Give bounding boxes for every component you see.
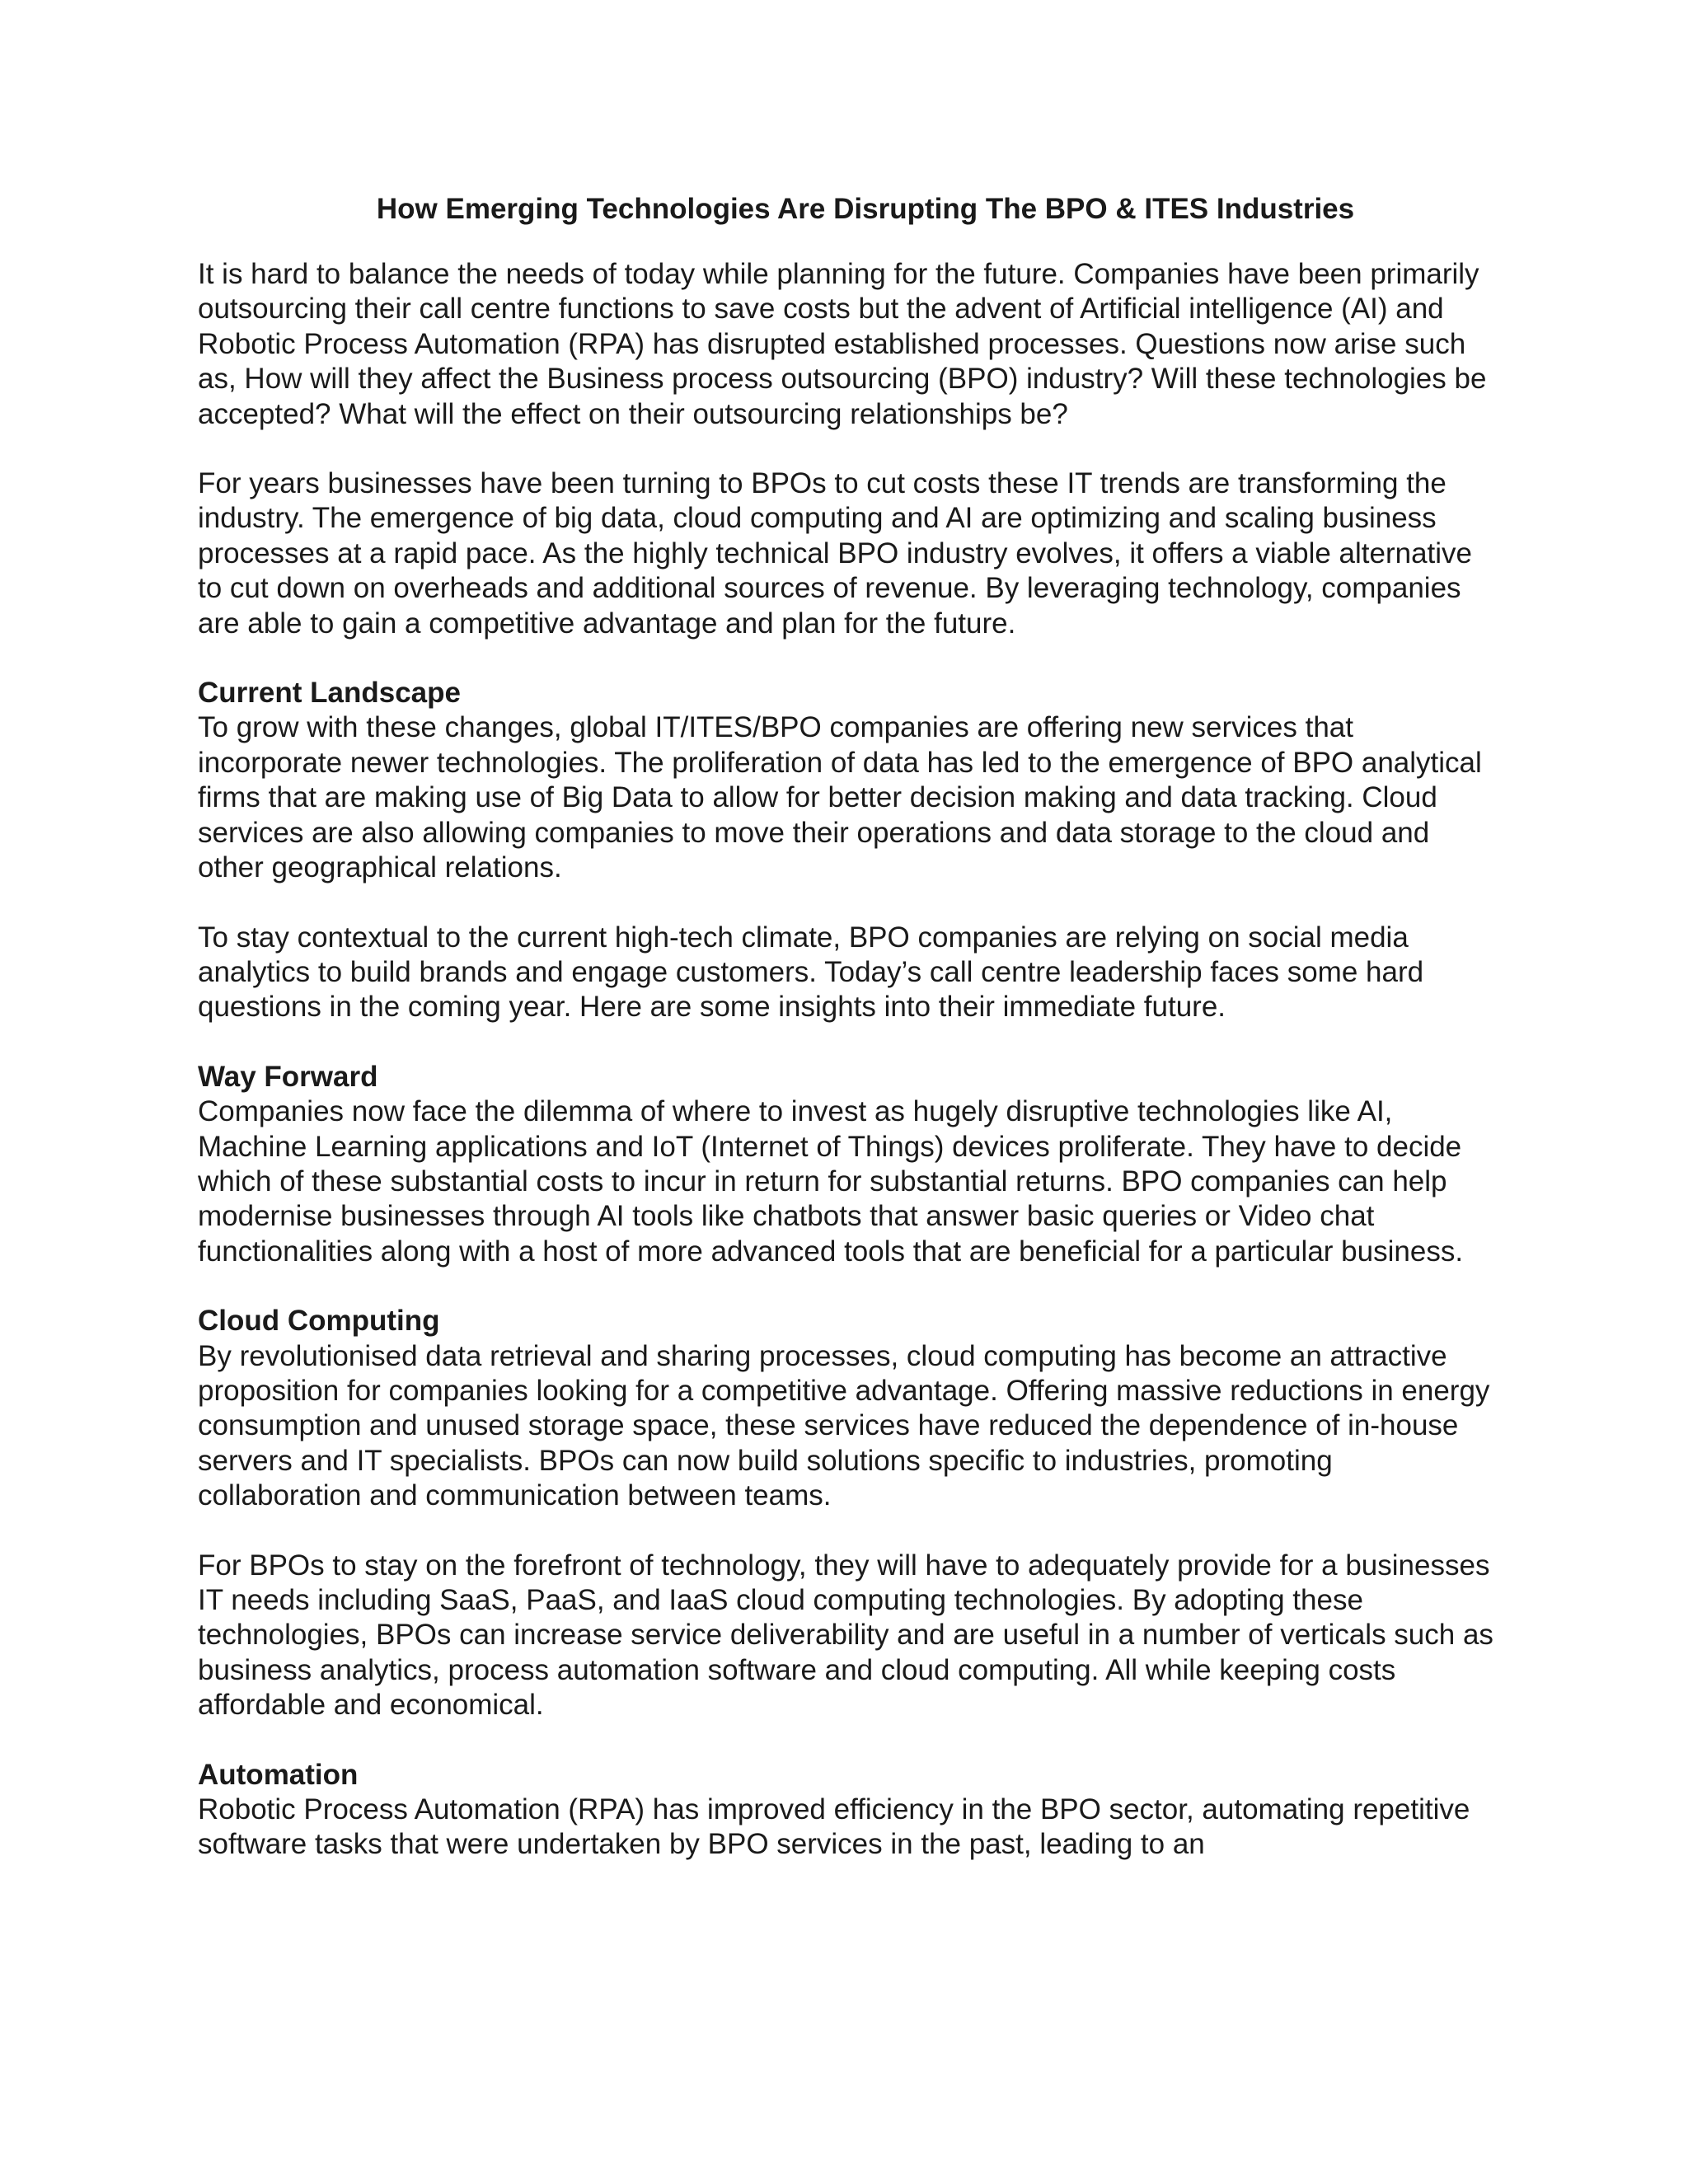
section-paragraph: By revolutionised data retrieval and sharing processes, cloud computing has become an attractive proposition for companies looking for a competitive advantage. Offering massive reductions in energy consumption and unused storage space, these services have reduced the dependence of in-house servers and IT specialists. BPOs can now build solutions specific to industries, promoting collaboration and communication between teams.: [198, 1339, 1490, 1512]
section-paragraph: To grow with these changes, global IT/ITES/BPO companies are offering new services that incorporate newer technologies. The proliferation of data has led to the emergence of BPO analytical firms that are making use of Big Data to allow for better decision making and data tracking. Cloud services are also allowing companies to move their operations and data storage to the cloud and other geographical relations.: [198, 711, 1482, 884]
document-title: How Emerging Technologies Are Disrupting The BPO & ITES Industries: [376, 193, 1355, 225]
intro-paragraph-1: It is hard to balance the needs of today while planning for the future. Companies have been primarily outsourcing their call centre functions to save costs but the advent of Artificial intelligence (AI) and Robotic Process Automation (RPA) has disrupted established processes. Questions now arise such as, How will they affect the Business process outsourcing (BPO) industry? Will these technologies be accepted? What will the effect on their outsourcing relationships be?: [198, 258, 1487, 430]
section-paragraph: Companies now face the dilemma of where to invest as hugely disruptive technologies like AI, Machine Learning applications and IoT (Internet of Things) devices proliferate. They have to decide which of these substantial costs to incur in return for substantial returns. BPO companies can help modernise businesses through AI tools like chatbots that answer basic queries or Video chat functionalities along with a host of more advanced tools that are beneficial for a particular business.: [198, 1095, 1464, 1268]
section-heading: Automation: [198, 1758, 359, 1791]
section-heading: Current Landscape: [198, 677, 461, 710]
section-automation: [198, 1758, 1500, 1863]
section-heading: Cloud Computing: [198, 1305, 440, 1338]
intro-paragraph-2: For years businesses have been turning to BPOs to cut costs these IT trends are transforming the industry. The emergence of big data, cloud computing and AI are optimizing and scaling business processes at a rapid pace. As the highly technical BPO industry evolves, it offers a viable alternative to cut down on overheads and additional sources of revenue. By leveraging technology, companies are able to gain a competitive advantage and plan for the future.: [198, 467, 1473, 640]
document-page: [198, 191, 1500, 1897]
section-way-forward: [198, 1060, 1500, 1269]
section-paragraph: To stay contextual to the current high-tech climate, BPO companies are relying on social media analytics to build brands and engage customers. Today’s call centre leadership faces some hard questions in the coming year. Here are some insights into their immediate future.: [198, 921, 1424, 1024]
section-paragraph: Robotic Process Automation (RPA) has improved efficiency in the BPO sector, automating repetitive software tasks that were undertaken by BPO services in the past, leading to an: [198, 1793, 1470, 1861]
section-paragraph: For BPOs to stay on the forefront of technology, they will have to adequately provide for a businesses IT needs including SaaS, PaaS, and IaaS cloud computing technologies. By adopting these technologies, BPOs can increase service deliverability and are useful in a number of verticals such as business analytics, process automation software and cloud computing. All while keeping costs affordable and economical.: [198, 1549, 1493, 1722]
section-current-landscape: [198, 676, 1500, 1025]
section-heading: Way Forward: [198, 1060, 378, 1093]
section-cloud-computing: [198, 1304, 1500, 1722]
